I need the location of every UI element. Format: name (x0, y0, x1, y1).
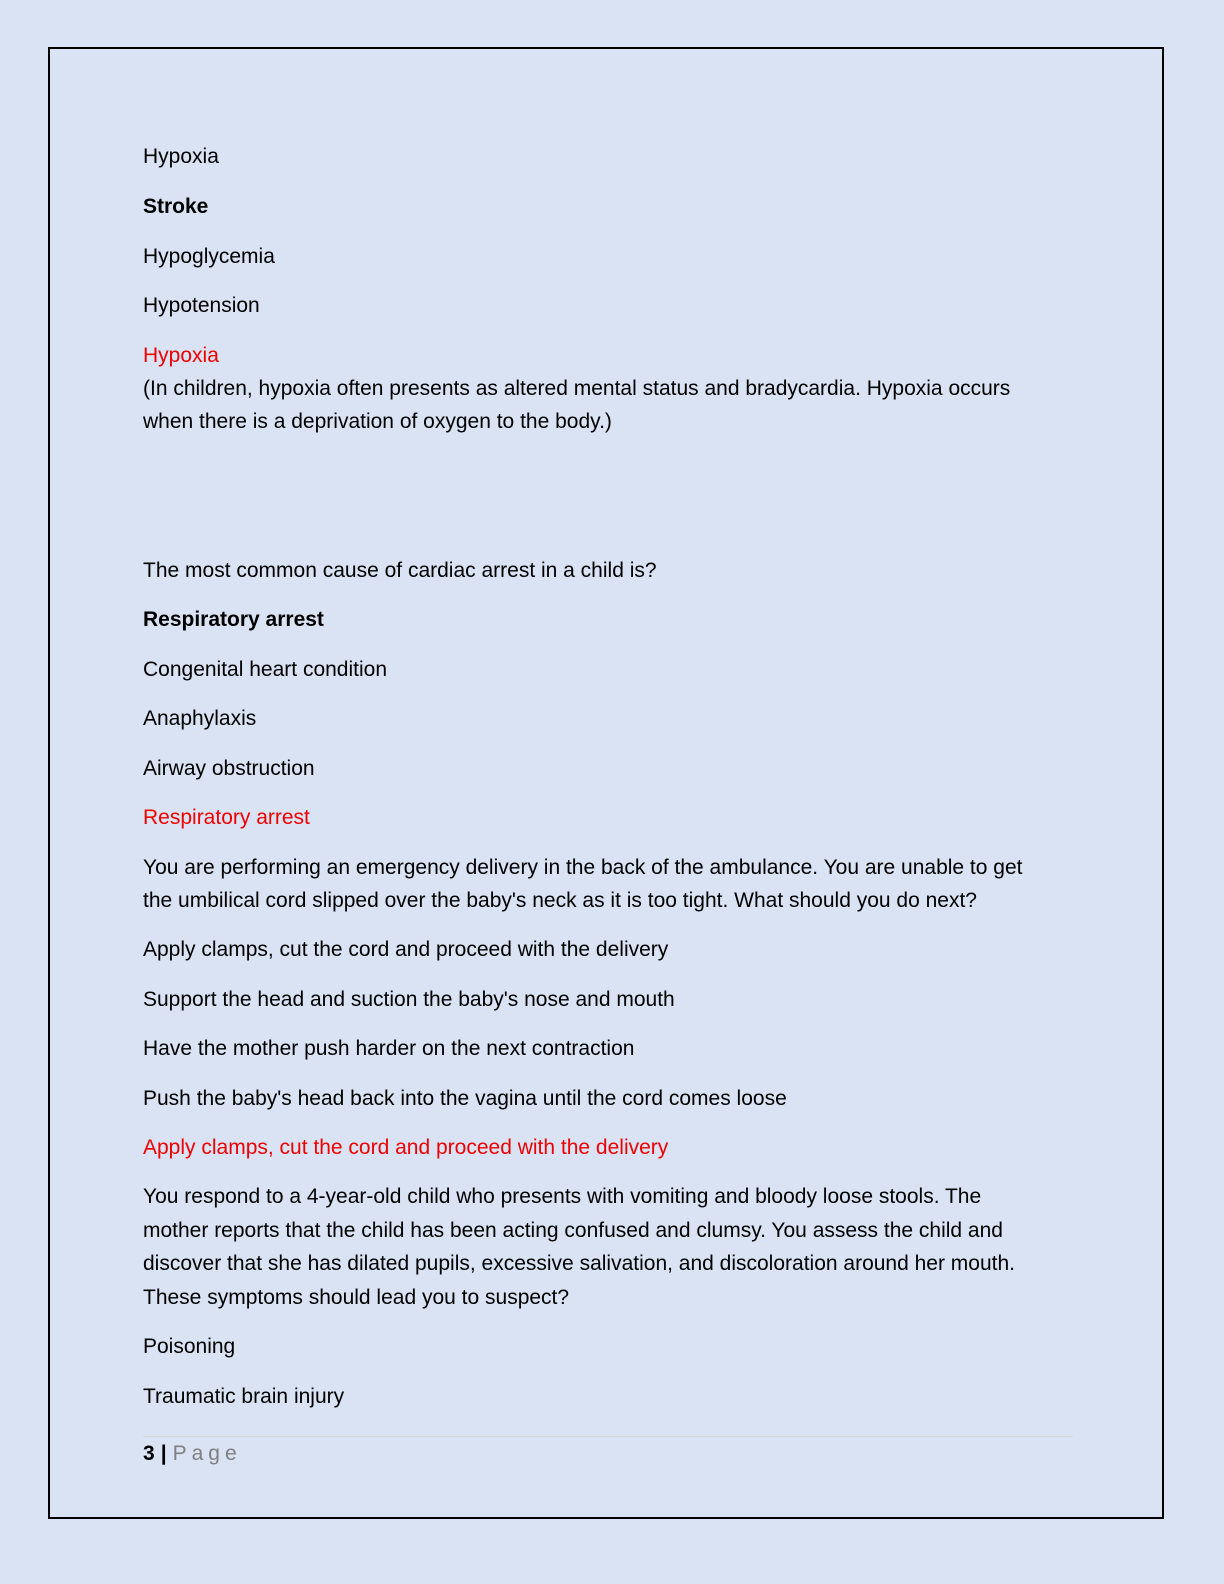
text-line: Support the head and suction the baby's nose and mouth (143, 988, 675, 1011)
text-line: Push the baby's head back into the vagina until the cord comes loose (143, 1087, 787, 1110)
text-line: Hypoxia (143, 145, 219, 168)
footer-divider (143, 1436, 1073, 1437)
page-label: Page (172, 1442, 242, 1465)
text-line: Hypotension (143, 294, 260, 317)
page-number: 3 (143, 1442, 155, 1465)
text-line: Congenital heart condition (143, 658, 388, 681)
text-line: Airway obstruction (143, 757, 315, 780)
text-line: (In children, hypoxia often presents as altered mental status and bradycardia. Hypoxia occurs (143, 377, 1011, 400)
footer-separator: | (160, 1442, 167, 1465)
page-footer (143, 1440, 242, 1468)
answer-line: Apply clamps, cut the cord and proceed with the delivery (143, 1136, 669, 1159)
text-line: Apply clamps, cut the cord and proceed with the delivery (143, 938, 669, 961)
question-text: The most common cause of cardiac arrest in a child is? (143, 559, 657, 582)
question-text: You respond to a 4-year-old child who presents with vomiting and bloody loose stools. The (143, 1185, 982, 1208)
answer-line: Respiratory arrest (143, 806, 310, 829)
text-line: Respiratory arrest (143, 608, 324, 631)
text-line: Stroke (143, 195, 209, 218)
question-text: These symptoms should lead you to suspect? (143, 1286, 570, 1309)
text-line: Anaphylaxis (143, 707, 257, 730)
question-text: the umbilical cord slipped over the baby's neck as it is too tight. What should you do next? (143, 889, 977, 912)
question-text: You are performing an emergency delivery in the back of the ambulance. You are unable to get (143, 856, 1023, 879)
text-line: Hypoglycemia (143, 245, 275, 268)
answer-line: Hypoxia (143, 344, 219, 367)
question-text: mother reports that the child has been acting confused and clumsy. You assess the child and (143, 1219, 1003, 1242)
text-line: Traumatic brain injury (143, 1385, 345, 1408)
text-line: Poisoning (143, 1335, 236, 1358)
question-text: discover that she has dilated pupils, excessive salivation, and discoloration around her mouth. (143, 1252, 1016, 1275)
text-line: when there is a deprivation of oxygen to the body.) (143, 410, 612, 433)
text-line: Have the mother push harder on the next contraction (143, 1037, 635, 1060)
